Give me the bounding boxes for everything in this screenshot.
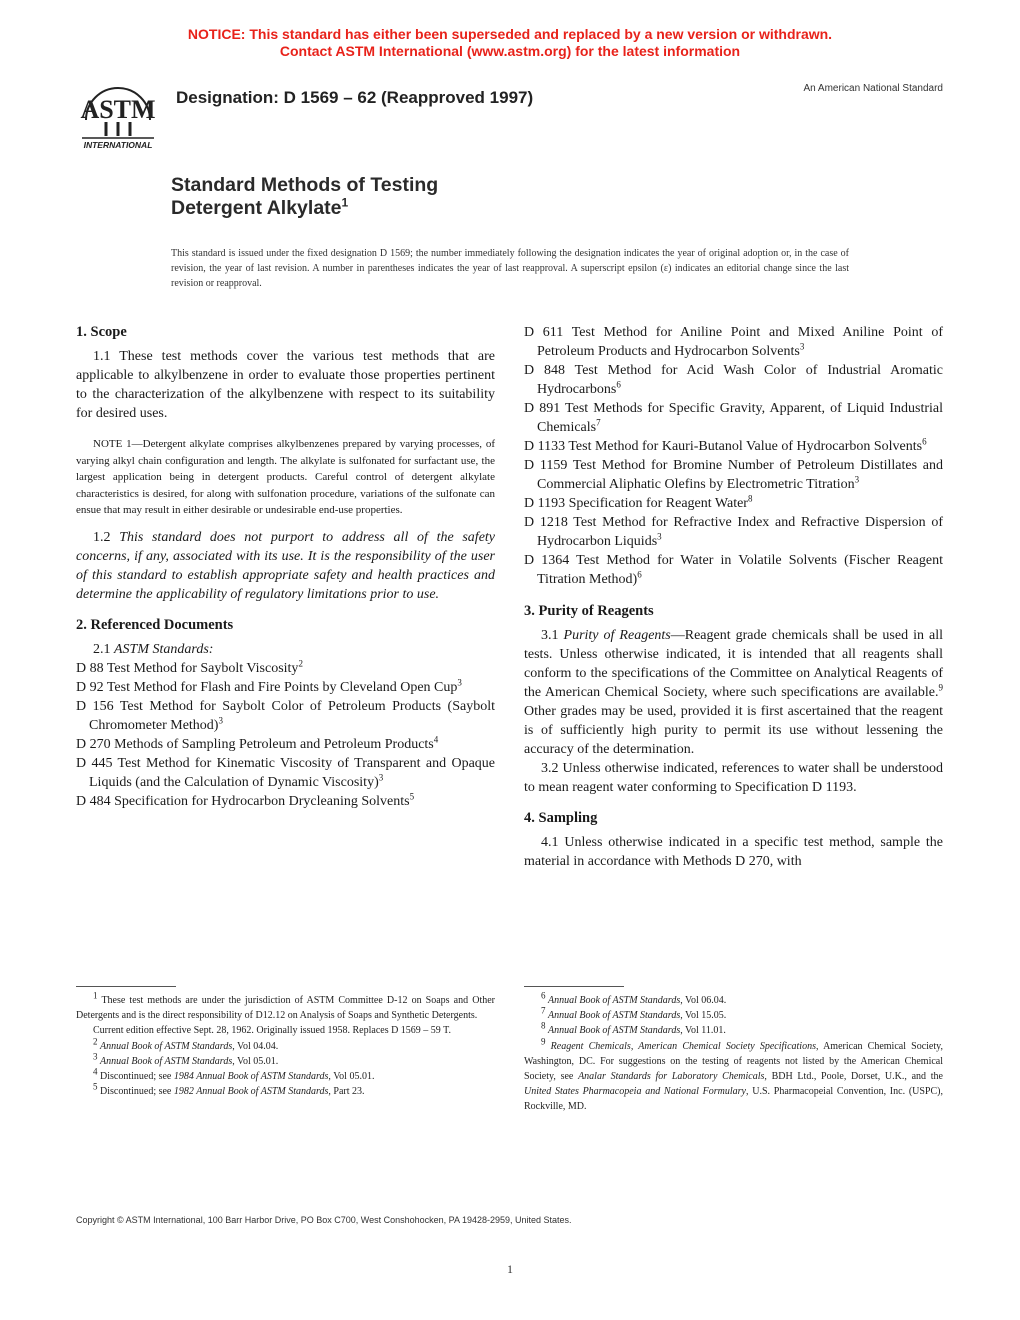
section-3-2: 3.2 Unless otherwise indicated, references to water shall be understood to mean reagent water conforming to Specification D 1193. — [524, 761, 943, 795]
reference-text: D 1364 Test Method for Water in Volatile Solvents (Fischer Reagent Titration Method) — [524, 553, 943, 587]
reference-footnote-ref: 3 — [218, 714, 223, 725]
reference-text: D 1193 Specification for Reagent Water — [524, 496, 748, 511]
reference-item — [524, 399, 943, 437]
notice-line-1: NOTICE: This standard has either been superseded and replaced by a new version or withdrawn. — [187, 26, 833, 42]
reference-item — [524, 361, 943, 399]
reference-item — [76, 754, 495, 792]
notice-line-2: Contact ASTM International (www.astm.org) for the latest information — [279, 43, 741, 59]
reference-text: D 1218 Test Method for Refractive Index and Refractive Dispersion of Hydrocarbon Liquids — [524, 515, 943, 549]
footnote-5-text: , Part 23. — [328, 1086, 365, 1098]
title-footnote-ref: 1 — [341, 195, 349, 210]
footnote-8 — [524, 1023, 943, 1038]
footnote-5-lead: Discontinued; see — [100, 1086, 174, 1098]
reference-footnote-ref: 6 — [637, 569, 642, 580]
footnote-3-text: , Vol 05.01. — [232, 1055, 279, 1067]
section-4-heading: 4. Sampling — [524, 810, 598, 826]
section-3-1 — [524, 626, 943, 759]
reference-footnote-ref: 7 — [596, 417, 601, 428]
note-1: NOTE 1—Detergent alkylate comprises alkylbenzenes prepared by varying processes, of varying alkyl chain configuration and length. The alkylate is sulfonated for surfactant use, the largest application being in detergent products. Careful control of detergent alkylate characteristics is desired, for along with sulfonation procedure, variations of the sulfonate can ensue that may result in either desirable or undesirable end-use properties. — [76, 438, 495, 516]
footnote-1-text: These test methods are under the jurisdiction of ASTM Committee D-12 on Soaps and Other Detergents and is the direct responsibility of D12.12 on Analysis of Soaps and Synthetic Detergents. — [76, 995, 495, 1022]
reference-footnote-ref: 6 — [616, 379, 621, 390]
footnote-3-marker: 3 — [93, 1051, 98, 1062]
reference-text: D 611 Test Method for Aniline Point and Mixed Aniline Point of Petroleum Products and Hydrocarbon Solvents — [524, 325, 943, 359]
footnote-4-marker: 4 — [93, 1066, 98, 1077]
footnote-4-text: , Vol 05.01. — [328, 1071, 375, 1083]
section-1-heading: 1. Scope — [76, 324, 127, 340]
reference-text: D 156 Test Method for Saybolt Color of Petroleum Products (Saybolt Chromometer Method) — [76, 698, 495, 733]
reference-item — [76, 735, 495, 754]
section-3-1-footnote-ref: 9 — [938, 682, 943, 693]
footnote-4-italic: 1984 Annual Book of ASTM Standards — [173, 1071, 329, 1083]
title-line-1: Standard Methods of Testing — [171, 174, 439, 196]
footnote-2-marker: 2 — [93, 1036, 98, 1047]
footnote-8-italic: Annual Book of ASTM Standards — [548, 1025, 681, 1037]
section-2-1-label: ASTM Standards: — [114, 641, 214, 657]
reference-footnote-ref: 4 — [433, 733, 439, 744]
section-1-2 — [76, 528, 495, 604]
reference-footnote-ref: 3 — [457, 676, 462, 687]
reference-text: D 484 Specification for Hydrocarbon Drycleaning Solvents — [76, 793, 410, 809]
right-footnotes — [524, 990, 943, 1115]
reference-footnote-ref: 5 — [409, 790, 415, 801]
reference-text: D 270 Methods of Sampling Petroleum and Petroleum Products — [76, 736, 434, 752]
footnote-2-text: , Vol 04.04. — [232, 1040, 279, 1052]
reference-text: D 891 Test Methods for Specific Gravity, Apparent, of Liquid Industrial Chemicals — [524, 401, 943, 435]
title-line-2: Detergent Alkylate — [171, 197, 342, 219]
footnote-6 — [524, 990, 943, 1008]
reference-footnote-ref: 6 — [922, 436, 927, 447]
footnote-6-text: , Vol 06.04. — [680, 995, 727, 1006]
footnote-7-text: , Vol 15.05. — [680, 1010, 727, 1022]
footnote-7 — [524, 1005, 943, 1023]
reference-item — [524, 513, 943, 551]
reference-item — [524, 323, 943, 361]
designation: Designation: D 1569 – 62 (Reapproved 1997) — [176, 88, 534, 107]
footnote-1 — [76, 990, 495, 1023]
reference-item — [76, 697, 495, 735]
footnote-9-marker: 9 — [541, 1036, 546, 1047]
footnote-9-italic-1: Reagent Chemicals, American Chemical Society Specifications — [550, 1040, 816, 1052]
footnote-8-text: , Vol 11.01. — [680, 1025, 726, 1037]
reference-item — [76, 659, 495, 678]
footnote-7-italic: Annual Book of ASTM Standards — [548, 1010, 681, 1022]
section-2-1 — [76, 640, 495, 659]
reference-text: D 848 Test Method for Acid Wash Color of Industrial Aromatic Hydrocarbons — [524, 363, 943, 397]
footnote-6-marker: 6 — [541, 990, 546, 1001]
right-column — [524, 323, 943, 871]
withdrawal-notice — [0, 26, 1020, 60]
footnote-8-marker: 8 — [541, 1021, 546, 1032]
reference-text: D 88 Test Method for Saybolt Viscosity — [76, 660, 299, 676]
astm-logo — [72, 74, 164, 154]
copyright-line: Copyright © ASTM International, 100 Barr Harbor Drive, PO Box C700, West Conshohocken, PA 19428-2959, United States. — [76, 1215, 572, 1225]
document-title — [171, 174, 438, 220]
footnote-3-italic: Annual Book of ASTM Standards — [100, 1055, 233, 1067]
left-reference-list — [76, 659, 495, 811]
reference-item — [524, 551, 943, 589]
left-footnote-rule — [76, 986, 176, 987]
section-3-1-text-a: —Reagent grade chemicals shall be used in all tests. Unless otherwise indicated, it is intended that all reagents shall conform to the specifications of the Committee on Analytical Reagents of the American Chemical Society, where such specifications are available. — [524, 628, 943, 700]
section-1-1: 1.1 These test methods cover the various test methods that are applicable to alkylbenzene in order to evaluate those properties pertinent to the characterization of the alkylbenzene with respect to its suitability for desired uses. — [76, 349, 495, 421]
footnote-9-text-a: , American Chemical Society, Washington, DC. For suggestions on the testing of reagents not listed by the American Chemical Society, see — [524, 1040, 943, 1083]
footnote-4 — [76, 1066, 495, 1084]
footnote-2 — [76, 1036, 495, 1054]
left-column — [76, 323, 495, 811]
reference-footnote-ref: 8 — [747, 493, 753, 504]
reference-text: D 1159 Test Method for Bromine Number of Petroleum Distillates and Commercial Aliphatic Olefins by Electrometric Titration — [524, 458, 943, 492]
reference-footnote-ref: 3 — [657, 531, 662, 542]
section-4-1: 4.1 Unless otherwise indicated in a specific test method, sample the material in accordance with Methods D 270, with — [524, 835, 943, 869]
footnote-3 — [76, 1051, 495, 1069]
reference-text: D 445 Test Method for Kinematic Viscosity of Transparent and Opaque Liquids (and the Calculation of Dynamic Viscosity) — [76, 755, 495, 790]
footnote-9-text-b: , BDH Ltd., Poole, Dorset, U.K., and the — [764, 1071, 943, 1083]
logo-letters: ASTM — [80, 95, 156, 124]
footnote-9-italic-3: United States Pharmacopeia and National Formulary — [524, 1086, 746, 1098]
section-3-1-text-b: Other grades may be used, provided it is first ascertained that the reagent is of sufficiently high purity to permit its use without lessening the accuracy of the determination. — [524, 704, 943, 757]
footnote-5-italic: 1982 Annual Book of ASTM Standards — [173, 1086, 329, 1098]
reference-footnote-ref: 2 — [298, 657, 303, 668]
reference-item — [76, 792, 495, 811]
reference-item — [76, 678, 495, 697]
section-1-2-text: This standard does not purport to address all of the safety concerns, if any, associated with its use. It is the responsibility of the user of this standard to establish appropriate safety and health practices and determine the applicability of regulatory limitations prior to use. — [76, 529, 496, 602]
footnote-1-continued: Current edition effective Sept. 28, 1962. Originally issued 1958. Replaces D 1569 – 59 T. — [93, 1025, 451, 1037]
page-number: 1 — [507, 1262, 513, 1276]
footnote-5-marker: 5 — [93, 1081, 98, 1092]
standard-issuance-note: This standard is issued under the fixed designation D 1569; the number immediately following the designation indicates the year of original adoption or, in the case of revision, the year of last revision. A number in parentheses indicates the year of last reapproval. A superscript epsilon (ε) indicates an editorial change since the last revision or reapproval. — [171, 248, 849, 289]
footnote-1-marker: 1 — [93, 990, 98, 1001]
footnote-7-marker: 7 — [541, 1005, 546, 1016]
reference-footnote-ref: 3 — [799, 341, 805, 352]
reference-item — [524, 456, 943, 494]
section-2-1-number: 2.1 — [93, 641, 111, 657]
section-2-heading: 2. Referenced Documents — [76, 616, 234, 633]
footnote-9-italic-2: Analar Standards for Laboratory Chemicals — [578, 1071, 765, 1083]
logo-subtitle: INTERNATIONAL — [83, 140, 153, 150]
american-national-standard: An American National Standard — [803, 83, 943, 94]
footnote-4-lead: Discontinued; see — [100, 1071, 174, 1083]
reference-footnote-ref: 3 — [378, 771, 384, 782]
section-3-heading: 3. Purity of Reagents — [524, 603, 654, 619]
reference-footnote-ref: 3 — [854, 474, 860, 485]
reference-text: D 92 Test Method for Flash and Fire Points by Cleveland Open Cup — [76, 679, 458, 695]
right-reference-list — [524, 323, 943, 589]
section-3-1-italic: Purity of Reagents — [563, 628, 671, 643]
section-3-1-number: 3.1 — [541, 628, 559, 643]
reference-item — [524, 494, 943, 513]
right-footnote-rule — [524, 986, 624, 987]
reference-item — [524, 437, 943, 456]
footnote-5 — [76, 1081, 495, 1099]
section-1-2-number: 1.2 — [93, 529, 111, 545]
left-footnotes — [76, 990, 495, 1099]
reference-text: D 1133 Test Method for Kauri-Butanol Value of Hydrocarbon Solvents — [524, 439, 923, 454]
footnote-9 — [524, 1036, 943, 1115]
footnote-6-italic: Annual Book of ASTM Standards — [548, 995, 681, 1006]
footnote-9-text-c: , U.S. Pharmacopeial Convention, Inc. (USPC), Rockville, MD. — [524, 1086, 943, 1113]
footnote-2-italic: Annual Book of ASTM Standards — [100, 1040, 233, 1052]
